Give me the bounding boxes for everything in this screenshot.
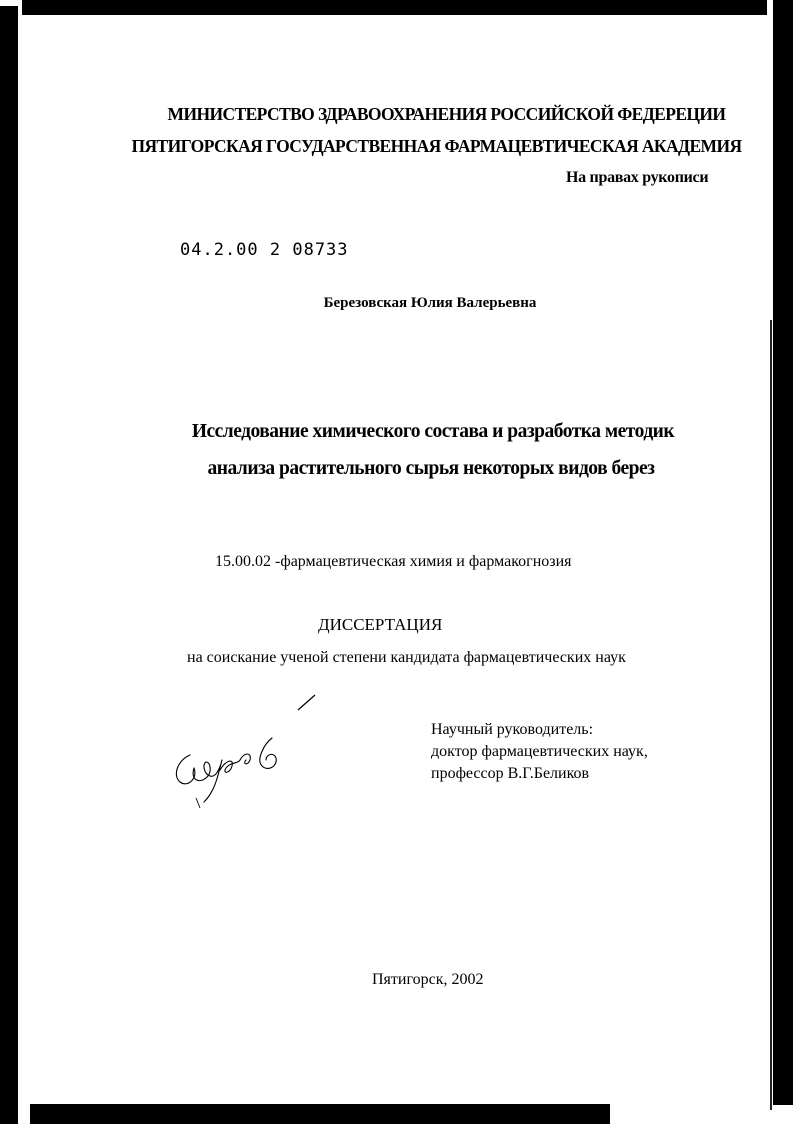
ministry-heading: МИНИСТЕРСТВО ЗДРАВООХРАНЕНИЯ РОССИЙСКОЙ ФЕДЕРЕЦИИ <box>167 104 726 124</box>
author-name: Березовская Юлия Валерьевна <box>323 295 537 311</box>
supervisor-label: Научный руководитель: <box>431 721 594 738</box>
signature-icon <box>160 690 340 820</box>
supervisor-name: профессор В.Г.Беликов <box>431 765 590 782</box>
scan-border-right <box>773 0 793 1105</box>
thesis-title-line-2: анализа растительного сырья некоторых видов берез <box>207 458 655 479</box>
scan-border-left <box>0 6 18 1124</box>
scan-border-top <box>22 0 767 15</box>
academy-heading: ПЯТИГОРСКАЯ ГОСУДАРСТВЕННАЯ ФАРМАЦЕВТИЧЕСКАЯ АКАДЕМИЯ <box>131 136 742 156</box>
thesis-title-line-1: Исследование химического состава и разработка методик <box>191 421 675 442</box>
city-year: Пятигорск, 2002 <box>372 971 484 988</box>
supervisor-degree: доктор фармацевтических наук, <box>431 743 648 760</box>
scan-border-bottom <box>30 1104 610 1124</box>
specialty-code: 15.00.02 -фармацевтическая химия и фармакогнозия <box>215 553 572 570</box>
dissertation-label: ДИССЕРТАЦИЯ <box>318 615 443 634</box>
registration-stamp: 04.2.00 2 08733 <box>180 240 349 260</box>
manuscript-rights-note: На правах рукописи <box>566 169 709 186</box>
degree-description: на соискание ученой степени кандидата фармацевтических наук <box>187 649 626 666</box>
